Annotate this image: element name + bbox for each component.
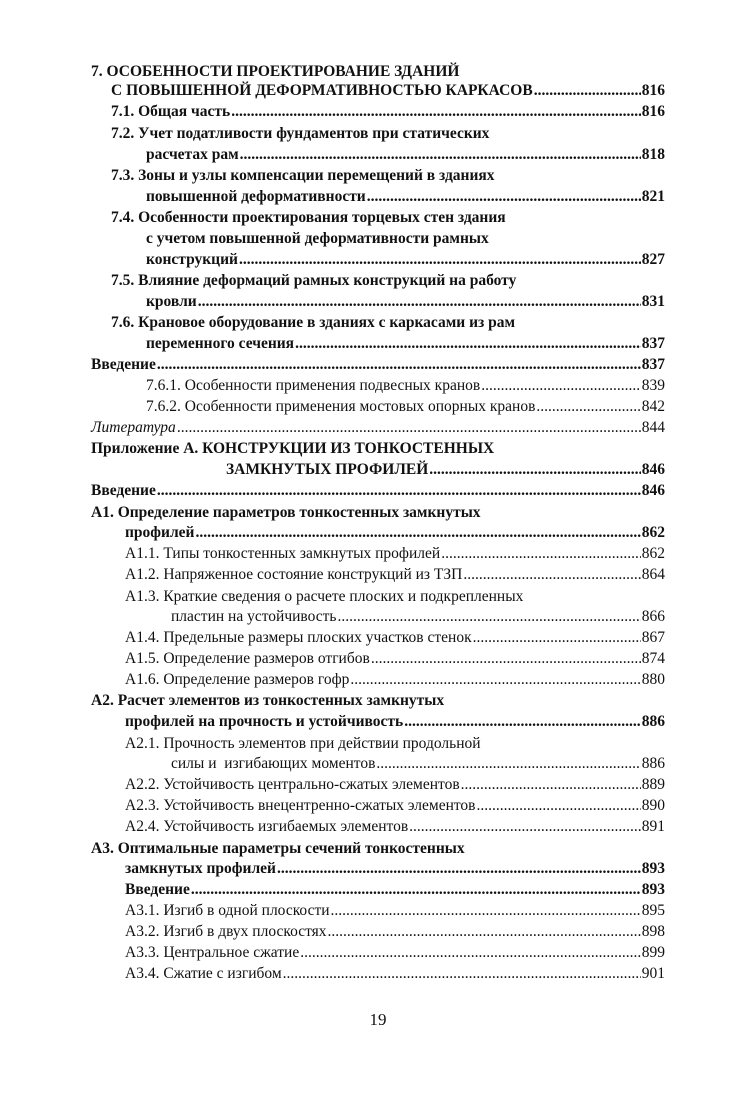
toc-entry: [125, 523, 665, 543]
toc-entry: [125, 859, 665, 879]
toc-entry: [91, 62, 459, 82]
toc-entry-title: А2. Расчет элементов из тонкостенных замкнутых: [91, 692, 445, 709]
toc-entry-title: 7.6.1. Особенности применения подвесных кранов: [146, 377, 481, 394]
toc-entry-page: 889: [641, 776, 665, 793]
toc-entry-title: переменного сечения: [146, 335, 295, 352]
toc-entry: [91, 481, 665, 501]
toc-entry: [111, 102, 665, 122]
toc-entry-title: А1.1. Типы тонкостенных замкнутых профилей: [125, 545, 441, 562]
toc-entry-title: Введение: [125, 881, 190, 898]
toc-entry-title: 7.2. Учет податливости фундаментов при статических: [111, 125, 490, 142]
toc-entry-title: С ПОВЫШЕННОЙ ДЕФОРМАТИВНОСТЬЮ КАРКАСОВ: [111, 82, 533, 99]
toc-entry-title: силы и изгибающих моментов: [171, 755, 376, 772]
toc-entry: [146, 145, 665, 165]
toc-entry: [125, 943, 665, 963]
toc-entry-title: замкнутых профилей: [125, 860, 276, 877]
toc-entry: [111, 124, 489, 144]
toc-entry-title: А1. Определение параметров тонкостенных замкнутых: [91, 504, 481, 521]
toc-entry-page: 874: [641, 650, 665, 667]
toc-entry-page: 837: [641, 356, 665, 373]
toc-entry-title: 7.1. Общая часть: [111, 103, 231, 120]
toc-entry-title: кровли: [146, 293, 197, 310]
toc-entry-title: ЗАМКНУТЫХ ПРОФИЛЕЙ: [226, 461, 429, 478]
toc-entry: [125, 628, 665, 648]
toc-entry-page: 893: [641, 881, 665, 898]
toc-entry-title: 7.4. Особенности проектирования торцевых стен здания: [111, 209, 506, 226]
toc-entry: [146, 229, 489, 249]
toc-entry: [111, 208, 506, 228]
toc-entry-title: А1.4. Предельные размеры плоских участков стенок: [125, 629, 472, 646]
toc-entry: [125, 880, 665, 900]
toc-entry-page: 818: [641, 146, 665, 163]
toc-entry: [111, 313, 515, 333]
toc-entry-title: 7. ОСОБЕННОСТИ ПРОЕКТИРОВАНИЕ ЗДАНИЙ: [91, 63, 460, 80]
toc-entry-title: А2.1. Прочность элементов при действии продольной: [125, 735, 481, 752]
toc-entry: [125, 817, 665, 837]
toc-entry: [125, 649, 665, 669]
toc-entry: [125, 544, 665, 564]
toc-entry-page: 862: [641, 524, 665, 541]
toc-entry-page: 886: [641, 755, 665, 772]
toc-entry: [91, 355, 665, 375]
toc-entry-title: конструкций: [146, 251, 238, 268]
toc-entry: [125, 964, 665, 984]
toc-entry-title: А3.4. Сжатие с изгибом: [125, 965, 282, 982]
toc-entry-title: 7.6. Крановое оборудование в зданиях с каркасами из рам: [111, 314, 516, 331]
toc-entry-page: 844: [641, 419, 665, 436]
toc-entry: [111, 271, 516, 291]
toc-entry-title: пластин на устойчивость: [171, 608, 337, 625]
toc-entry-title: Введение: [91, 482, 156, 499]
toc-entry-title: расчетах рам: [146, 146, 239, 163]
toc-entry-page: 886: [641, 713, 665, 730]
toc-entry-page: 895: [641, 902, 665, 919]
toc-entry-title: А1.2. Напряженное состояние конструкций из ТЗП: [125, 566, 463, 583]
toc-entry: [146, 376, 665, 396]
toc-entry-page: 864: [641, 566, 665, 583]
toc-entry: [125, 712, 665, 732]
toc-entry: [146, 334, 665, 354]
toc-entry-page: 862: [641, 545, 665, 562]
toc-entry-title: А3. Оптимальные параметры сечений тонкостенных: [91, 840, 465, 857]
toc-entry-page: 901: [641, 965, 665, 982]
toc-entry-page: 880: [641, 671, 665, 688]
toc-entry-page: 821: [641, 188, 665, 205]
toc-entry-title: А2.2. Устойчивость центрально-сжатых элементов: [125, 776, 460, 793]
toc-entry: [111, 166, 495, 186]
toc-entry-title: повышенной деформативности: [146, 188, 366, 205]
toc-entry-page: 890: [641, 797, 665, 814]
toc-entry-title: А3.1. Изгиб в одной плоскости: [125, 902, 330, 919]
toc-entry-title: профилей: [125, 524, 195, 541]
toc-entry: [125, 587, 523, 607]
toc-entry: [91, 503, 481, 523]
toc-entry-title: 7.5. Влияние деформаций рамных конструкций на работу: [111, 272, 517, 289]
toc-entry: [125, 565, 665, 585]
toc-entry: [91, 418, 665, 438]
toc-entry: [125, 901, 665, 921]
toc-entry-title: 7.3. Зоны и узлы компенсации перемещений в зданиях: [111, 167, 495, 184]
toc-entry-title: Литература: [91, 419, 176, 436]
toc-entry-page: 846: [641, 461, 665, 478]
toc-entry: [111, 81, 665, 101]
toc-entry-title: с учетом повышенной деформативности рамных: [146, 230, 489, 247]
toc-entry-page: 842: [641, 398, 665, 415]
toc-entry-title: 7.6.2. Особенности применения мостовых опорных кранов: [146, 398, 536, 415]
toc-entry-title: Приложение А. КОНСТРУКЦИИ ИЗ ТОНКОСТЕННЫХ: [91, 440, 495, 457]
toc-entry-title: А2.4. Устойчивость изгибаемых элементов: [125, 818, 409, 835]
toc-entry-page: 827: [641, 251, 665, 268]
toc-entry-page: 866: [641, 608, 665, 625]
toc-entry: [226, 460, 665, 480]
toc-entry-page: 893: [641, 860, 665, 877]
toc-entry-title: А1.5. Определение размеров отгибов: [125, 650, 370, 667]
toc-entry-title: Введение: [91, 356, 156, 373]
toc-entry: [125, 922, 665, 942]
toc-entry-title: профилей на прочность и устойчивость: [125, 713, 404, 730]
toc-entry-page: 837: [641, 335, 665, 352]
toc-entry-page: 816: [641, 103, 665, 120]
toc-entry-page: 899: [641, 944, 665, 961]
toc-entry: [171, 754, 665, 774]
toc-entry-page: 898: [641, 923, 665, 940]
toc-entry: [125, 670, 665, 690]
toc-entry-title: А2.3. Устойчивость внецентренно-сжатых элементов: [125, 797, 476, 814]
toc-entry: [171, 607, 665, 627]
toc-entry-page: 831: [641, 293, 665, 310]
toc-entry: [146, 250, 665, 270]
toc-entry: [146, 397, 665, 417]
toc-entry-title: А1.3. Краткие сведения о расчете плоских и подкрепленных: [125, 588, 524, 605]
toc-entry-title: А1.6. Определение размеров гофр: [125, 671, 350, 688]
toc-entry: [91, 691, 444, 711]
toc-entry-page: 867: [641, 629, 665, 646]
toc-entry: [125, 775, 665, 795]
toc-entry: [125, 796, 665, 816]
toc-entry: [146, 292, 665, 312]
toc-entry: [125, 734, 481, 754]
toc-entry-page: 846: [641, 482, 665, 499]
toc-entry: [91, 439, 494, 459]
toc-entry-page: 891: [641, 818, 665, 835]
toc-entry: [146, 187, 665, 207]
page-number: 19: [369, 1010, 387, 1029]
toc-entry-title: А3.2. Изгиб в двух плоскостях: [125, 923, 327, 940]
toc-entry-title: А3.3. Центральное сжатие: [125, 944, 300, 961]
toc-entry-page: 816: [641, 82, 665, 99]
toc-entry-page: 839: [641, 377, 665, 394]
toc-entry: [91, 839, 465, 859]
